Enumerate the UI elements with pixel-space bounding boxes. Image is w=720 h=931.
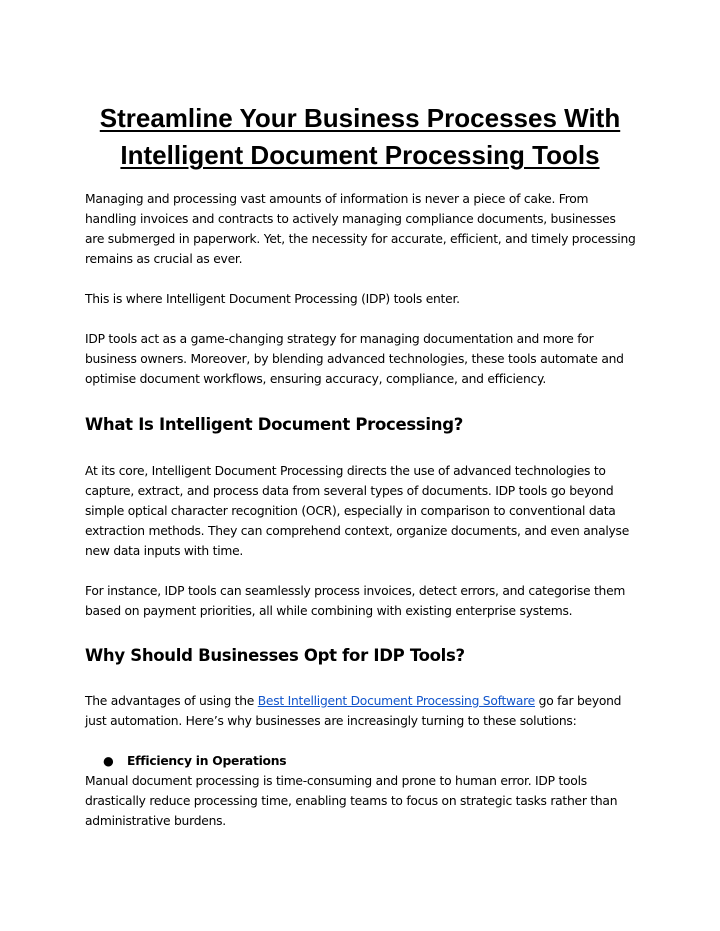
document-title: Streamline Your Business Processes With Intelligent Document Processing Tools: [99, 103, 621, 170]
idp-example-paragraph: For instance, IDP tools can seamlessly process invoices, detect errors, and categorise them based on payment priorities, all while combining with existing enterprise systems.: [85, 584, 626, 618]
section-heading-what-is-idp: What Is Intelligent Document Processing?: [85, 415, 464, 434]
advantages-text-after: go far beyond just automation. Here’s why businesses are increasingly turning to these solutions:: [85, 694, 622, 728]
best-idp-software-link[interactable]: Best Intelligent Document Processing Software: [257, 694, 535, 708]
efficiency-paragraph: Manual document processing is time-consuming and prone to human error. IDP tools drastically reduce processing time, enabling teams to focus on strategic tasks rather than administrative burdens.: [85, 774, 618, 828]
advantages-paragraph: [85, 691, 637, 731]
bullet-efficiency: [85, 751, 637, 771]
game-changing-paragraph: IDP tools act as a game-changing strategy for managing documentation and more for business owners. Moreover, by blending advanced technologies, these tools automate and optimise document workflows, ensuring accuracy, compliance, and efficiency.: [85, 332, 624, 386]
intro-paragraph: Managing and processing vast amounts of information is never a piece of cake. From handling invoices and contracts to actively managing compliance documents, businesses are submerged in paperwork. Yet, the necessity for accurate, efficient, and timely processing remains as crucial as ever.: [85, 192, 636, 266]
idp-intro-paragraph: This is where Intelligent Document Processing (IDP) tools enter.: [85, 292, 460, 306]
advantages-text-before: The advantages of using the: [85, 694, 258, 708]
bullet-icon: ●: [103, 754, 114, 768]
bullet-efficiency-label: Efficiency in Operations: [127, 754, 287, 768]
section-heading-why-idp: Why Should Businesses Opt for IDP Tools?: [85, 646, 465, 665]
document-body: [85, 189, 637, 831]
idp-definition-paragraph: At its core, Intelligent Document Processing directs the use of advanced technologies to capture, extract, and process data from several types of documents. IDP tools go beyond simple optical character recognition (OCR), especially in comparison to conventional data extraction methods. They can comprehend context, organize documents, and even analyse new data inputs with time.: [85, 464, 630, 558]
